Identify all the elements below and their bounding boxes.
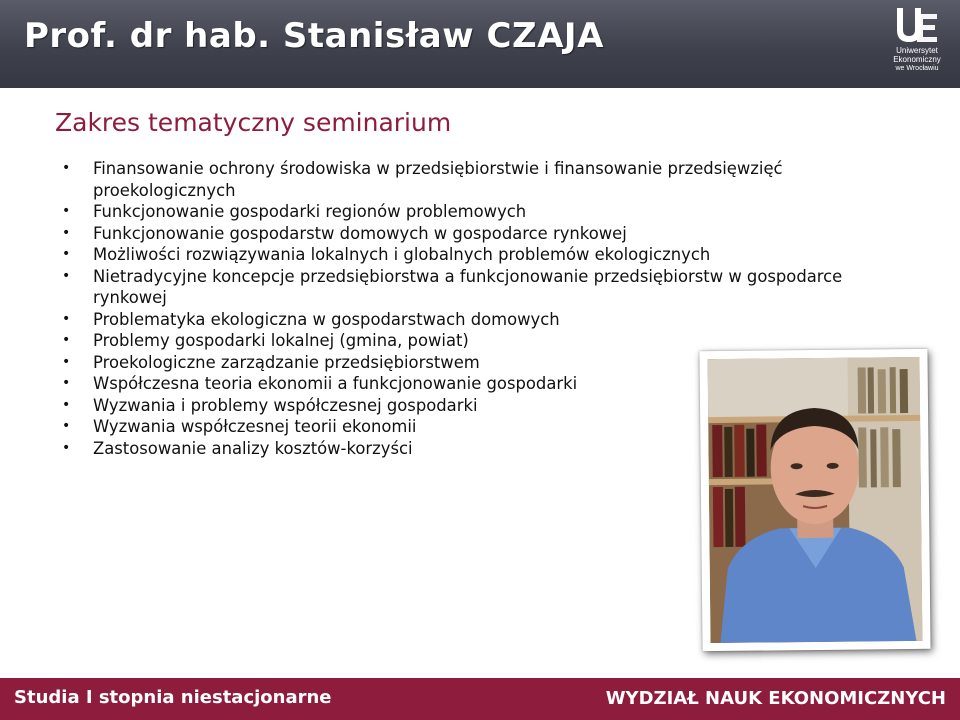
bullet-icon: • bbox=[62, 332, 71, 348]
slide-footer bbox=[0, 678, 960, 720]
list-item bbox=[62, 158, 862, 201]
topic-text: Problematyka ekologiczna w gospodarstwach domowych bbox=[93, 309, 560, 329]
list-item bbox=[62, 330, 862, 352]
portrait-photo bbox=[699, 349, 930, 651]
university-logo bbox=[880, 6, 954, 82]
topic-text: Wyzwania współczesnej teorii ekonomii bbox=[93, 417, 417, 436]
logo-text-1: Uniwersytet bbox=[896, 46, 938, 55]
bullet-icon: • bbox=[62, 310, 71, 327]
ue-logo-icon bbox=[893, 6, 941, 46]
list-item bbox=[62, 266, 862, 309]
topic-text: Funkcjonowanie gospodarki regionów problemowych bbox=[93, 202, 527, 221]
topic-text: Proekologiczne zarządzanie przedsiębiorstwem bbox=[93, 352, 480, 372]
topic-text: Zastosowanie analizy kosztów-korzyści bbox=[93, 438, 413, 458]
list-item bbox=[62, 244, 862, 266]
bullet-icon: • bbox=[62, 203, 71, 219]
portrait-icon bbox=[708, 357, 923, 643]
bullet-icon: • bbox=[62, 160, 71, 176]
topic-text: Problemy gospodarki lokalnej (gmina, powiat) bbox=[93, 331, 469, 350]
topic-text: Możliwości rozwiązywania lokalnych i globalnych problemów ekologicznych bbox=[93, 245, 711, 264]
list-item bbox=[62, 309, 862, 331]
list-item bbox=[62, 223, 862, 245]
topic-text: Nietradycyjne koncepcje przedsiębiorstwa a funkcjonowanie przedsiębiorstw w gospodarce rynkowej bbox=[93, 266, 843, 307]
topic-text: Funkcjonowanie gospodarstw domowych w gospodarce rynkowej bbox=[93, 223, 627, 243]
bullet-icon: • bbox=[62, 267, 71, 284]
list-item bbox=[62, 201, 862, 223]
slide-header bbox=[0, 0, 960, 88]
topic-text: Finansowanie ochrony środowiska w przedsiębiorstwie i finansowanie przedsięwzięć proekologicznych bbox=[93, 159, 783, 200]
logo-text-2: Ekonomiczny bbox=[893, 55, 941, 64]
topic-text: Wyzwania i problemy współczesnej gospodarki bbox=[93, 395, 478, 415]
footer-study-type: Studia I stopnia niestacjonarne bbox=[14, 687, 332, 708]
topic-text: Współczesna teoria ekonomii a funkcjonowanie gospodarki bbox=[93, 374, 578, 393]
bullet-icon: • bbox=[62, 375, 71, 391]
bullet-icon: • bbox=[62, 246, 71, 262]
bullet-icon: • bbox=[62, 396, 71, 413]
bullet-icon: • bbox=[62, 439, 71, 456]
logo-text-3: we Wrocławiu bbox=[895, 65, 939, 72]
footer-faculty: WYDZIAŁ NAUK EKONOMICZNYCH bbox=[605, 688, 946, 709]
section-title: Zakres tematyczny seminarium bbox=[55, 108, 452, 137]
bullet-icon: • bbox=[62, 353, 71, 370]
bullet-icon: • bbox=[62, 224, 71, 241]
slide-title: Prof. dr hab. Stanisław CZAJA bbox=[24, 16, 604, 56]
bullet-icon: • bbox=[62, 418, 71, 434]
